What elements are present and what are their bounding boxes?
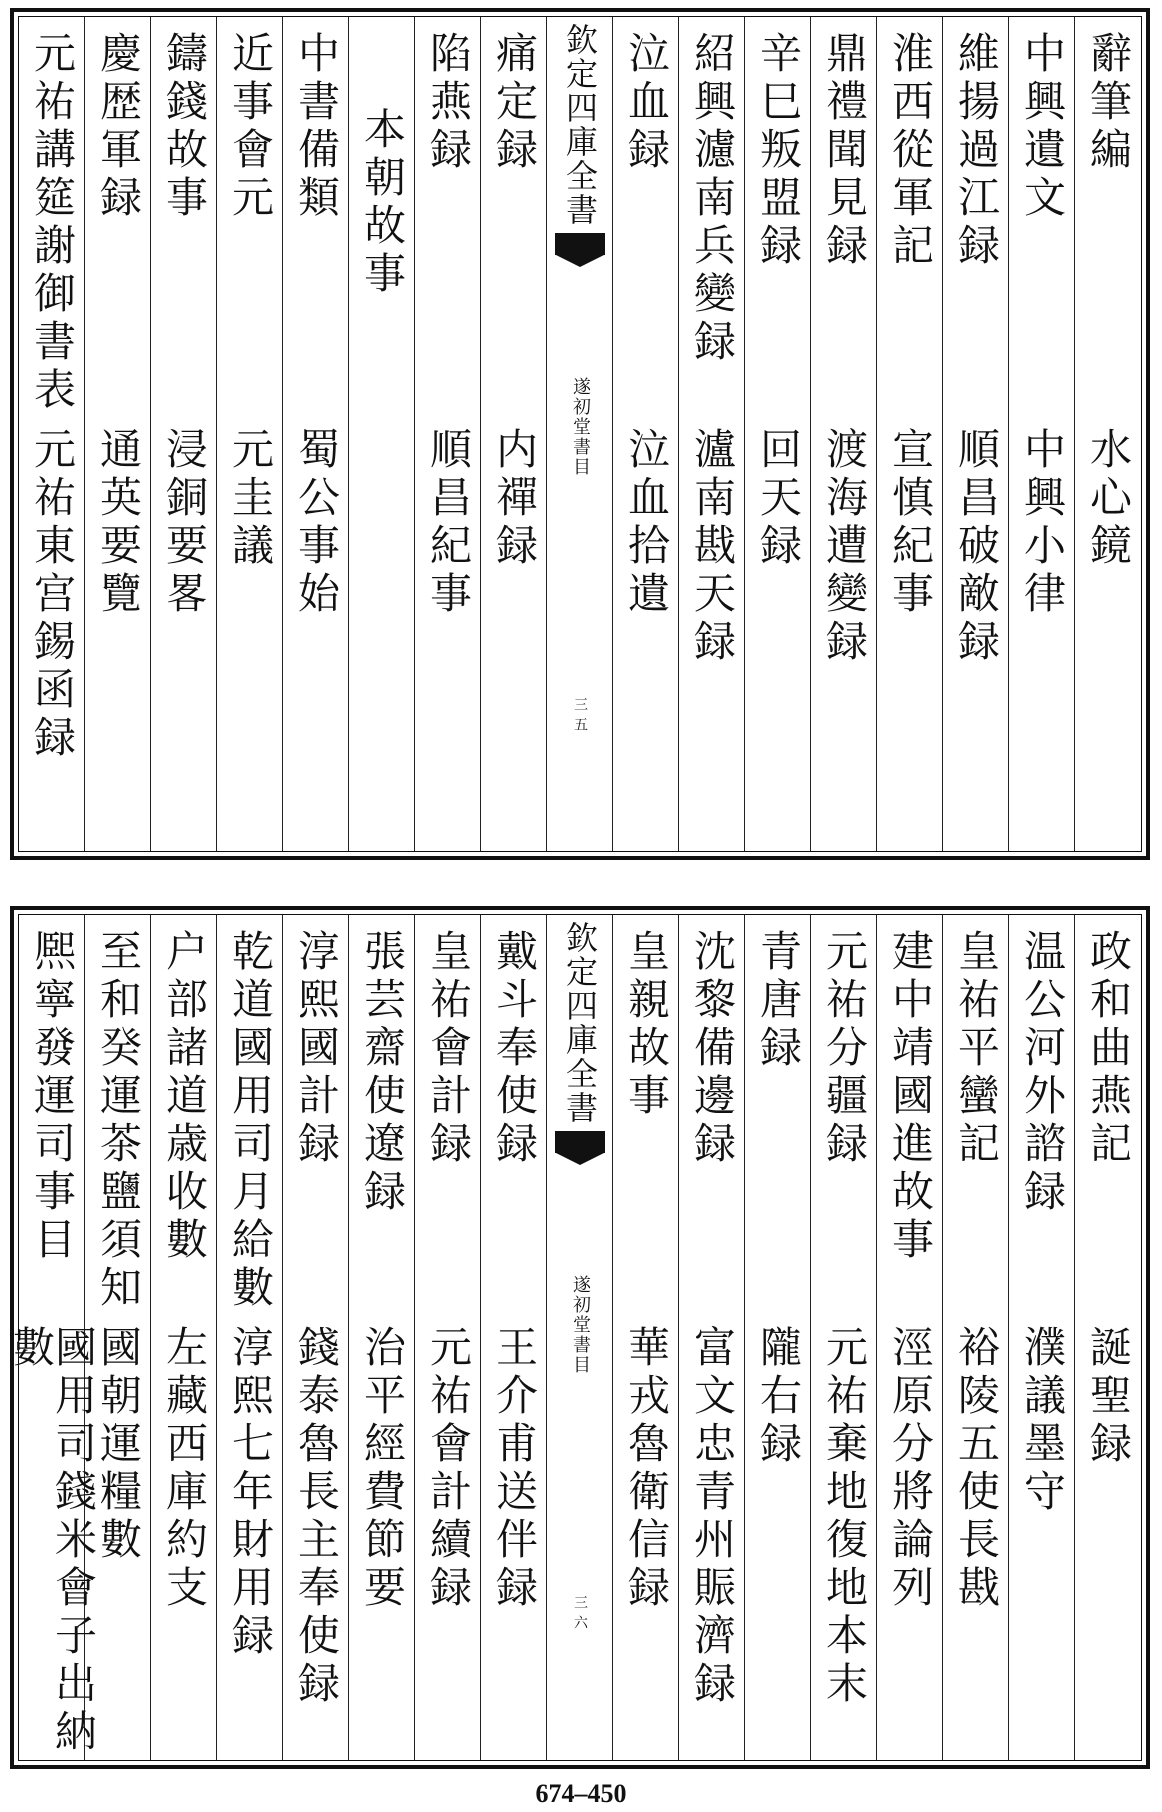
book-title-entry: 近事會元 xyxy=(226,31,275,223)
book-title-entry: 熈寧發運司事目 xyxy=(28,929,77,1265)
text-column xyxy=(942,17,1009,851)
text-column xyxy=(282,17,349,851)
text-column xyxy=(678,915,745,1760)
book-title-entry: 乾道國用司月給數 xyxy=(226,929,275,1313)
book-title-entry: 順昌破敵録 xyxy=(952,427,1001,667)
book-title-entry: 元祐棄地復地本末 xyxy=(820,1325,869,1709)
book-title-entry: 紹興濾南兵變録 xyxy=(688,31,737,367)
book-title-entry: 瀘南戡天録 xyxy=(688,427,737,667)
bottom-page-columns xyxy=(7,914,1142,1761)
book-title-entry: 陷燕録 xyxy=(424,31,473,175)
text-column xyxy=(480,915,547,1760)
book-title-entry: 華戎魯衛信録 xyxy=(622,1325,671,1613)
book-title-entry: 皇祐平蠻記 xyxy=(952,929,1001,1169)
text-column xyxy=(150,17,217,851)
fold-subtitle: 遂初堂書目 xyxy=(570,1275,591,1375)
page-number: 674–450 xyxy=(535,1779,627,1808)
top-page-columns xyxy=(18,16,1142,852)
book-title-entry: 温公河外諮録 xyxy=(1018,929,1067,1217)
book-title-entry: 中興小律 xyxy=(1018,427,1067,619)
book-title-entry: 元祐會計續録 xyxy=(424,1325,473,1613)
book-title-entry: 治平經費節要 xyxy=(358,1325,407,1613)
book-title-entry: 痛定録 xyxy=(490,31,539,175)
book-title-entry: 淳熙七年財用録 xyxy=(226,1325,275,1661)
text-column xyxy=(19,17,85,851)
book-title-entry: 回天録 xyxy=(754,427,803,571)
book-title-entry: 至和癸運茶鹽須知 xyxy=(94,929,143,1313)
book-title-entry: 元祐東宫錫函録 xyxy=(28,427,77,763)
text-column xyxy=(1074,915,1141,1760)
fishtail-mark xyxy=(555,233,605,255)
text-column xyxy=(612,915,679,1760)
book-title-entry: 青唐録 xyxy=(754,929,803,1073)
book-title-entry: 浸銅要畧 xyxy=(160,427,209,619)
book-title-entry: 錢泰魯長主奉使録 xyxy=(292,1325,341,1709)
book-title-entry: 王介甫送伴録 xyxy=(490,1325,539,1613)
book-title-entry: 蜀公事始 xyxy=(292,427,341,619)
book-title-entry: 濮議墨守 xyxy=(1018,1325,1067,1517)
book-title-entry: 順昌紀事 xyxy=(424,427,473,619)
text-column xyxy=(744,915,811,1760)
book-title-entry: 辛巳叛盟録 xyxy=(754,31,803,271)
text-column xyxy=(414,915,481,1760)
book-title: 欽定四庫全書 xyxy=(561,921,599,1125)
book-title-entry: 涇原分將論列 xyxy=(886,1325,935,1613)
text-column xyxy=(810,915,877,1760)
fishtail-mark xyxy=(555,1131,605,1153)
book-title-entry: 辭筆編 xyxy=(1084,31,1133,175)
book-title-entry: 元祐講筵謝御書表 xyxy=(28,31,77,415)
book-title-entry: 維揚過江録 xyxy=(952,31,1001,271)
book-title-entry: 富文忠青州賑濟録 xyxy=(688,1325,737,1709)
text-column xyxy=(876,17,943,851)
text-column xyxy=(1008,915,1075,1760)
book-title: 欽定四庫全書 xyxy=(561,23,599,227)
text-column xyxy=(7,915,98,1760)
fold-page-number: 三五 xyxy=(572,697,588,737)
book-title-entry: 戴斗奉使録 xyxy=(490,929,539,1169)
text-column xyxy=(414,17,481,851)
text-column xyxy=(84,17,151,851)
book-title-entry: 元祐分疆録 xyxy=(820,929,869,1169)
text-column xyxy=(1008,17,1075,851)
book-title-entry: 沈黎備邊録 xyxy=(688,929,737,1169)
text-column xyxy=(876,915,943,1760)
book-title-entry: 渡海遭變録 xyxy=(820,427,869,667)
text-column xyxy=(678,17,745,851)
book-title-entry: 宣慎紀事 xyxy=(886,427,935,619)
fold-subtitle: 遂初堂書目 xyxy=(570,377,591,477)
center-fold-column xyxy=(546,915,613,1760)
book-title-entry: 鼎禮聞見録 xyxy=(820,31,869,271)
text-column xyxy=(216,915,283,1760)
book-title-entry: 户部諸道歳收數 xyxy=(160,929,209,1265)
text-column xyxy=(942,915,1009,1760)
book-title-entry: 慶歴軍録 xyxy=(94,31,143,223)
text-column xyxy=(216,17,283,851)
text-column xyxy=(744,17,811,851)
text-column xyxy=(348,915,415,1760)
book-title-entry: 淮西從軍記 xyxy=(886,31,935,271)
section-heading: 本朝故事 xyxy=(358,107,407,299)
bottom-page-frame xyxy=(7,906,1150,1769)
text-column xyxy=(810,17,877,851)
book-title-entry: 淳熙國計録 xyxy=(292,929,341,1169)
book-title-entry: 裕陵五使長戡 xyxy=(952,1325,1001,1613)
book-title-entry: 鑄錢故事 xyxy=(160,31,209,223)
book-title-entry: 建中靖國進故事 xyxy=(886,929,935,1265)
book-title-entry: 通英要覽 xyxy=(94,427,143,619)
book-title-entry: 皇親故事 xyxy=(622,929,671,1121)
book-title-entry: 泣血拾遺 xyxy=(622,427,671,619)
book-title-entry: 元圭議 xyxy=(226,427,275,571)
top-page-frame xyxy=(10,8,1150,860)
text-column xyxy=(348,17,415,851)
book-title-entry: 中興遺文 xyxy=(1018,31,1067,223)
book-title-entry: 泣血録 xyxy=(622,31,671,175)
book-title-entry: 水心鏡 xyxy=(1084,427,1133,571)
book-title-entry: 張芸齋使遼録 xyxy=(358,929,407,1217)
fold-page-number: 三六 xyxy=(572,1595,588,1635)
center-fold-column xyxy=(546,17,613,851)
book-title-entry: 國用司錢米會子出納數 xyxy=(7,1325,98,1757)
book-title-entry: 中書備類 xyxy=(292,31,341,223)
book-title-entry: 國朝運糧數 xyxy=(94,1325,143,1565)
text-column xyxy=(150,915,217,1760)
book-title-entry: 皇祐會計録 xyxy=(424,929,473,1169)
book-title-entry: 隴右録 xyxy=(754,1325,803,1469)
book-title-entry: 内禪録 xyxy=(490,427,539,571)
book-title-entry: 誕聖録 xyxy=(1084,1325,1133,1469)
book-title-entry: 左藏西庫約支 xyxy=(160,1325,209,1613)
text-column xyxy=(282,915,349,1760)
text-column xyxy=(612,17,679,851)
book-title-entry: 政和曲燕記 xyxy=(1084,929,1133,1169)
text-column xyxy=(480,17,547,851)
text-column xyxy=(1074,17,1141,851)
